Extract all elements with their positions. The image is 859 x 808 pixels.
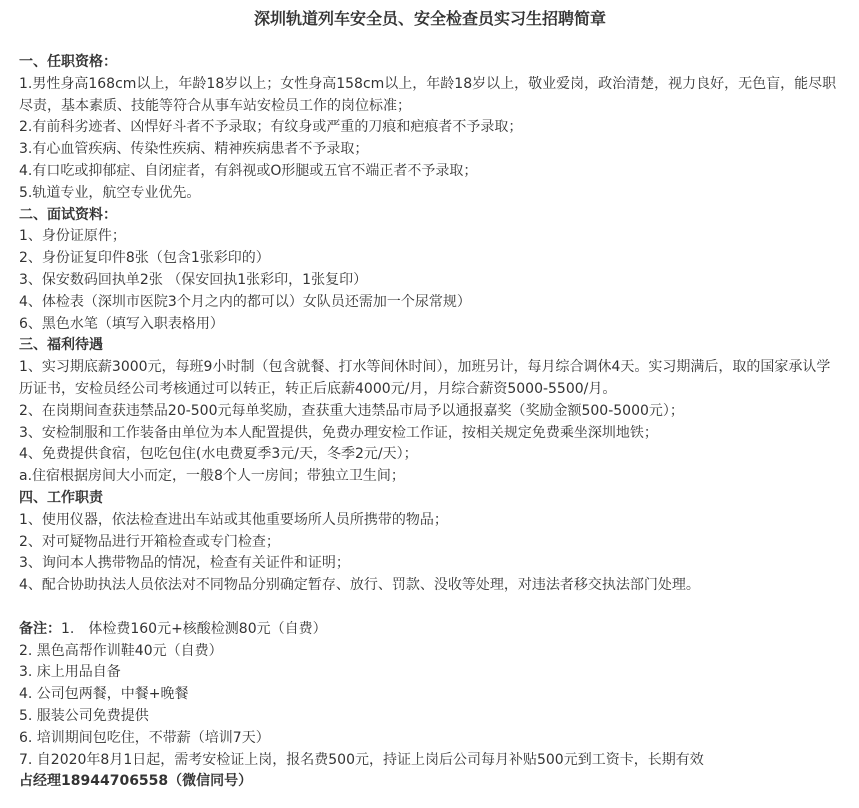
list-item: 3、询问本人携带物品的情况，检查有关证件和证明； <box>19 555 350 572</box>
list-item: 2.有前科劣迹者、凶悍好斗者不予录取；有纹身或严重的刀痕和疤痕者不予录取； <box>19 119 523 136</box>
list-item: 5.轨道专业，航空专业优先。 <box>19 184 201 201</box>
contact-line: 占经理18944706558（微信同号） <box>19 773 253 790</box>
note-item: 4. 公司包两餐，中餐+晚餐 <box>19 686 189 703</box>
section-interview-materials <box>19 205 841 336</box>
note-item: 7. 自2020年8月1日起，需考安检证上岗，报名费500元，持证上岗后公司每月补贴500元到工资卡，长期有效 <box>19 751 704 768</box>
list-item: 2、对可疑物品进行开箱检查或专门检查； <box>19 533 280 550</box>
section-heading: 一、任职资格： <box>19 54 117 70</box>
list-item: 3、安检制服和工作装备由单位为本人配置提供，免费办理安检工作证，按相关规定免费乘坐深圳地铁； <box>19 424 658 441</box>
section-notes <box>19 619 841 772</box>
note-item: 1. 体检费160元+核酸检测80元（自费） <box>61 620 327 637</box>
list-item: 3.有心血管疾病、传染性疾病、精神疾病患者不予录取； <box>19 141 369 158</box>
section-heading: 三、福利待遇 <box>19 337 103 354</box>
note-item: 2. 黑色高帮作训鞋40元（自费） <box>19 642 223 659</box>
section-qualifications <box>19 52 841 205</box>
notes-label: 备注： <box>19 620 61 637</box>
section-benefits <box>19 335 841 488</box>
list-item: 1、实习期底薪3000元，每班9小时制（包含就餐、打水等间休时间），加班另计，每月综合调休4天。实习期满后，取的国家承认学历证书，安检员经公司考核通过可以转正，转正后底薪4000元/月，月综合薪资5000-5500/月。 <box>19 359 831 397</box>
list-item: 6、黑色水笔（填写入职表格用） <box>19 315 224 332</box>
list-item: 2、身份证复印件8张（包含1张彩印的） <box>19 250 270 267</box>
list-item: 4、配合协助执法人员依法对不同物品分别确定暂存、放行、罚款、没收等处理，对违法者移交执法部门处理。 <box>19 577 700 594</box>
list-item: 1.男性身高168cm以上，年龄18岁以上；女性身高158cm以上，年龄18岁以上，敬业爱岗，政治清楚，视力良好，无色盲，能尽职尽责，基本素质、技能等符合从事车站安检员工作的岗位标准； <box>19 75 837 114</box>
note-item: 5. 服装公司免费提供 <box>19 707 149 724</box>
notes-first-line <box>19 619 841 641</box>
list-item: 4.有口吃或抑郁症、自闭症者，有斜视或O形腿或五官不端正者不予录取； <box>19 162 478 179</box>
list-item: 2、在岗期间查获违禁品20-500元每单奖励，查获重大违禁品市局予以通报嘉奖（奖励金额500-5000元）； <box>19 402 684 419</box>
section-duties <box>19 488 841 597</box>
note-item: 3. 床上用品自备 <box>19 664 121 681</box>
list-item: 4、体检表（深圳市医院3个月之内的都可以）女队员还需加一个尿常规） <box>19 293 471 310</box>
note-item: 6. 培训期间包吃住，不带薪（培训7天） <box>19 729 270 746</box>
list-item: 1、身份证原件； <box>19 228 126 245</box>
list-item: 4、免费提供食宿，包吃包住(水电费夏季3元/天，冬季2元/天）； <box>19 446 418 463</box>
list-item: 3、保安数码回执单2张 （保安回执1张彩印，1张复印） <box>19 271 368 288</box>
list-item: 1、使用仪器，依法检查进出车站或其他重要场所人员所携带的物品； <box>19 511 448 528</box>
blank-line <box>19 597 841 619</box>
section-heading: 二、面试资料： <box>19 206 117 223</box>
document-title: 深圳轨道列车安全员、安全检查员实习生招聘简章 <box>253 9 606 28</box>
list-item: a.住宿根据房间大小而定，一般8个人一房间；带独立卫生间； <box>19 468 405 485</box>
section-heading: 四、工作职责 <box>19 489 103 506</box>
